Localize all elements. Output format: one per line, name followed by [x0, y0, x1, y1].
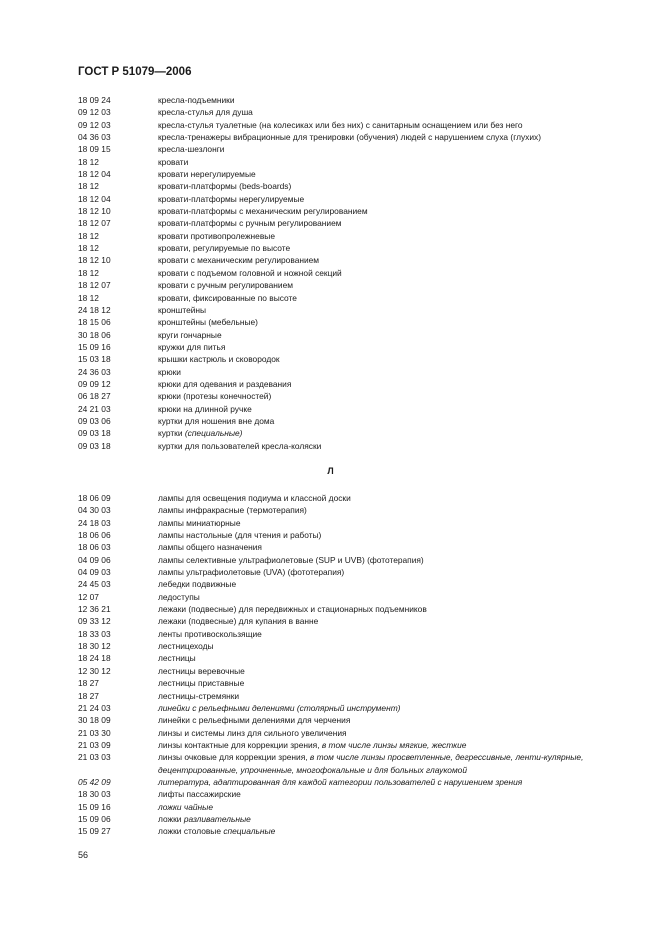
entry-code: 18 33 03	[78, 628, 111, 639]
list-item	[78, 554, 618, 566]
entry-code: 18 06 06	[78, 530, 111, 541]
list-item	[78, 690, 618, 702]
section-letter: Л	[327, 466, 334, 476]
entry-code: 30 18 06	[78, 329, 111, 340]
entry-code: 04 36 03	[78, 132, 111, 143]
entry-text	[158, 529, 618, 541]
entry-code: 18 12 04	[78, 193, 111, 204]
entry-text	[158, 739, 618, 751]
entry-code: 12 30 12	[78, 665, 111, 676]
list-item	[78, 440, 618, 452]
entry-text-regular: ленты противоскользящие	[158, 628, 262, 639]
entry-code: 24 18 03	[78, 517, 111, 528]
entry-text-regular: лежаки (подвесные) для купания в ванне	[158, 616, 319, 627]
list-item	[78, 825, 618, 837]
entry-code: 04 09 03	[78, 567, 111, 578]
entry-text-italic: разливательные	[183, 813, 251, 824]
list-item	[78, 751, 618, 776]
entry-text	[158, 378, 618, 390]
entry-code: 18 12	[78, 181, 99, 192]
entry-list-l	[78, 492, 618, 838]
entry-code: 24 45 03	[78, 579, 111, 590]
entry-text	[158, 254, 618, 266]
entry-text-regular: кровати с механическим регулированием	[158, 255, 320, 266]
entry-text	[158, 156, 618, 168]
entry-code: 15 03 18	[78, 354, 111, 365]
entry-text	[158, 554, 618, 566]
entry-text-regular: кресла-тренажеры вибрационные для тренировки (обучения) людей с нарушением слуха (глухих)	[158, 132, 541, 143]
entry-text	[158, 504, 618, 516]
entry-code: 12 07	[78, 591, 99, 602]
entry-text-italic: линейки с рельефными делениями (столярный инструмент)	[158, 702, 401, 713]
entry-text-regular: кресла-шезлонги	[158, 144, 225, 155]
entry-text-regular: лампы настольные (для чтения и работы)	[158, 530, 322, 541]
list-item	[78, 677, 618, 689]
list-item	[78, 591, 618, 603]
list-item	[78, 517, 618, 529]
entry-code: 18 27	[78, 678, 99, 689]
entry-text	[158, 217, 618, 229]
list-item	[78, 776, 618, 788]
entry-code: 09 09 12	[78, 378, 111, 389]
entry-text	[158, 751, 618, 776]
list-item	[78, 292, 618, 304]
entry-text	[158, 366, 618, 378]
entry-code: 18 12	[78, 230, 99, 241]
list-item	[78, 615, 618, 627]
list-item	[78, 353, 618, 365]
entry-code: 18 12 07	[78, 280, 111, 291]
list-item	[78, 366, 618, 378]
entry-code: 09 03 18	[78, 428, 111, 439]
list-item	[78, 415, 618, 427]
list-item	[78, 94, 618, 106]
entry-text-regular: кровати с подъемом головной и ножной секций	[158, 267, 342, 278]
entry-text-regular: крышки кастрюль и сковородок	[158, 354, 280, 365]
entry-code: 18 12 10	[78, 255, 111, 266]
list-item	[78, 230, 618, 242]
entry-code: 18 09 24	[78, 95, 111, 105]
list-item	[78, 168, 618, 180]
entry-code: 18 24 18	[78, 653, 111, 664]
entry-text	[158, 615, 618, 627]
entry-text	[158, 403, 618, 415]
list-item	[78, 403, 618, 415]
entry-text-regular: крюки на длинной ручке	[158, 403, 252, 414]
entry-text-regular: ложки	[158, 813, 182, 824]
entry-text-regular: лампы общего назначения	[158, 542, 262, 553]
list-item	[78, 566, 618, 578]
entry-text	[158, 813, 618, 825]
entry-text	[158, 591, 618, 603]
entry-text-regular: кронштейны	[158, 304, 207, 315]
entry-text-regular: круги гончарные	[158, 329, 222, 340]
entry-code: 15 09 27	[78, 826, 111, 837]
entry-text	[158, 801, 618, 813]
entry-text	[158, 304, 618, 316]
entry-text	[158, 690, 618, 702]
entry-code: 09 33 12	[78, 616, 111, 627]
entry-text-regular: лежаки (подвесные) для передвижных и стационарных подъемников	[158, 604, 427, 615]
entry-text-regular: кровати противопролежневые	[158, 230, 275, 241]
entry-text	[158, 193, 618, 205]
entry-code: 18 12	[78, 267, 99, 278]
entry-text	[158, 119, 618, 131]
entry-text-regular: куртки	[158, 428, 183, 439]
entry-code: 15 09 16	[78, 341, 111, 352]
entry-code: 18 12 04	[78, 169, 111, 180]
entry-code: 09 12 03	[78, 119, 111, 130]
entry-code: 18 12	[78, 243, 99, 254]
entry-text	[158, 267, 618, 279]
entry-text	[158, 131, 618, 143]
list-item	[78, 193, 618, 205]
list-item	[78, 304, 618, 316]
entry-text-regular: куртки для пользователей кресла-коляски	[158, 440, 322, 451]
entry-text	[158, 440, 618, 452]
entry-text-regular: лестницы	[158, 653, 196, 664]
entry-text	[158, 652, 618, 664]
entry-code: 30 18 09	[78, 715, 111, 726]
entry-text	[158, 517, 618, 529]
entry-code: 09 03 18	[78, 440, 111, 451]
entry-text-italic: (специальные)	[184, 428, 243, 439]
entry-text-regular: кровати с ручным регулированием	[158, 280, 293, 291]
entry-text-italic: литература, адаптированная для каждой категории пользователей с нарушением зрения	[158, 776, 523, 787]
list-item	[78, 131, 618, 143]
entry-text	[158, 788, 618, 800]
entry-code: 04 09 06	[78, 554, 111, 565]
entry-text-regular: кресла-стулья для душа	[158, 107, 253, 118]
entry-text-regular: лампы селективные ультрафиолетовые (SUP и UVB) (фототерапия)	[158, 554, 424, 565]
entry-text	[158, 94, 618, 106]
entry-text	[158, 566, 618, 578]
entry-text	[158, 628, 618, 640]
entry-text	[158, 714, 618, 726]
list-item	[78, 702, 618, 714]
list-item	[78, 242, 618, 254]
entry-code: 18 12	[78, 156, 99, 167]
list-item	[78, 180, 618, 192]
entry-text-regular: линзы очковые для коррекции зрения,	[158, 752, 308, 763]
entry-text-regular: кровати, регулируемые по высоте	[158, 243, 291, 254]
list-item	[78, 640, 618, 652]
entry-code: 18 12 10	[78, 206, 111, 217]
entry-text-regular: лебедки подвижные	[158, 579, 237, 590]
entry-text	[158, 702, 618, 714]
entry-code: 09 03 06	[78, 415, 111, 426]
entry-text-italic: ложки чайные	[158, 801, 213, 812]
entry-text-regular: лестницы-стремянки	[158, 690, 240, 701]
entry-text	[158, 279, 618, 291]
list-item	[78, 316, 618, 328]
entry-text-regular: кронштейны (мебельные)	[158, 317, 258, 328]
entry-list-k	[78, 94, 618, 452]
entry-text-regular: линзы и системы линз для сильного увеличения	[158, 727, 347, 738]
entry-text-regular: лампы миниатюрные	[158, 517, 241, 528]
list-item	[78, 529, 618, 541]
entry-code: 21 03 03	[78, 752, 111, 763]
entry-text-italic: в том числе линзы просветленные, дегрессивные, ленти-кулярные, децентрированные, упрочненные, многофокальные и для больных глаукомой	[158, 752, 584, 775]
entry-text-regular: ложки столовые	[158, 826, 221, 837]
entry-text	[158, 492, 618, 504]
entry-text-italic: в том числе линзы мягкие, жесткие	[321, 739, 467, 750]
entry-text	[158, 415, 618, 427]
list-item	[78, 504, 618, 516]
entry-text	[158, 180, 618, 192]
entry-text-regular: куртки для ношения вне дома	[158, 415, 275, 426]
entry-text-regular: линзы контактные для коррекции зрения,	[158, 739, 320, 750]
list-item	[78, 341, 618, 353]
list-item	[78, 603, 618, 615]
entry-text-regular: кровати-платформы (beds-boards)	[158, 181, 292, 192]
entry-text	[158, 578, 618, 590]
page-number: 56	[78, 850, 89, 860]
list-item	[78, 492, 618, 504]
entry-text-regular: лампы ультрафиолетовые (UVA) (фототерапия)	[158, 567, 345, 578]
entry-text-regular: кровати-платформы с ручным регулированием	[158, 218, 342, 229]
entry-text-regular: кровати, фиксированные по высоте	[158, 292, 297, 303]
entry-text-regular: лестницы веревочные	[158, 665, 245, 676]
entry-text-regular: кровати-платформы нерегулируемые	[158, 193, 305, 204]
list-item	[78, 279, 618, 291]
entry-code: 24 21 03	[78, 403, 111, 414]
list-item	[78, 427, 618, 439]
list-item	[78, 801, 618, 813]
entry-text	[158, 143, 618, 155]
entry-text	[158, 677, 618, 689]
entry-text-regular: кружки для питья	[158, 341, 226, 352]
entry-text	[158, 205, 618, 217]
entry-text-regular: ледоступы	[158, 591, 200, 602]
entry-text-regular: лестницеходы	[158, 641, 214, 652]
entry-text	[158, 353, 618, 365]
entry-text	[158, 230, 618, 242]
entry-text	[158, 106, 618, 118]
entry-code: 18 09 15	[78, 144, 111, 155]
entry-text-regular: кровати нерегулируемые	[158, 169, 256, 180]
list-item	[78, 106, 618, 118]
entry-code: 18 15 06	[78, 317, 111, 328]
entry-code: 21 03 09	[78, 739, 111, 750]
entry-code: 24 18 12	[78, 304, 111, 315]
entry-code: 09 12 03	[78, 107, 111, 118]
entry-text	[158, 727, 618, 739]
entry-text	[158, 390, 618, 402]
list-item	[78, 217, 618, 229]
list-item	[78, 329, 618, 341]
entry-text	[158, 316, 618, 328]
list-item	[78, 714, 618, 726]
entry-text	[158, 242, 618, 254]
entry-code: 15 09 06	[78, 813, 111, 824]
entry-text	[158, 541, 618, 553]
entry-code: 18 06 09	[78, 493, 111, 503]
list-item	[78, 156, 618, 168]
entry-text-regular: лампы инфракрасные (термотерапия)	[158, 505, 307, 516]
entry-code: 12 36 21	[78, 604, 111, 615]
list-item	[78, 727, 618, 739]
list-item	[78, 739, 618, 751]
list-item	[78, 652, 618, 664]
entry-text	[158, 665, 618, 677]
entry-text	[158, 640, 618, 652]
entry-code: 05 42 09	[78, 776, 111, 787]
document-header: ГОСТ Р 51079—2006	[78, 66, 192, 78]
entry-text-regular: кресла-стулья туалетные (на колесиках или без них) с санитарным оснащением или без него	[158, 119, 523, 130]
entry-text-regular: лампы для освещения подиума и классной доски	[158, 493, 351, 503]
entry-text	[158, 603, 618, 615]
entry-text-regular: крюки (протезы конечностей)	[158, 391, 272, 402]
entry-code: 18 30 03	[78, 789, 111, 800]
entry-text	[158, 168, 618, 180]
entry-code: 21 24 03	[78, 702, 111, 713]
entry-code: 21 03 30	[78, 727, 111, 738]
entry-text-regular: лифты пассажирские	[158, 789, 241, 800]
entry-text-regular: крюки	[158, 366, 181, 377]
entry-code: 04 30 03	[78, 505, 111, 516]
entry-code: 18 12 07	[78, 218, 111, 229]
list-item	[78, 390, 618, 402]
entry-text-regular: кресла-подъемники	[158, 95, 235, 105]
entry-text-regular: крюки для одевания и раздевания	[158, 378, 292, 389]
entry-text-italic: специальные	[223, 826, 276, 837]
entry-code: 18 30 12	[78, 641, 111, 652]
entry-text-regular: линейки с рельефными делениями для черчения	[158, 715, 351, 726]
entry-text	[158, 776, 618, 788]
list-item	[78, 254, 618, 266]
list-item	[78, 628, 618, 640]
entry-code: 18 12	[78, 292, 99, 303]
entry-text	[158, 341, 618, 353]
list-item	[78, 378, 618, 390]
entry-text	[158, 292, 618, 304]
entry-code: 18 06 03	[78, 542, 111, 553]
entry-text	[158, 825, 618, 837]
entry-code: 15 09 16	[78, 801, 111, 812]
list-item	[78, 119, 618, 131]
list-item	[78, 813, 618, 825]
entry-text-regular: кровати-платформы с механическим регулированием	[158, 206, 368, 217]
entry-code: 06 18 27	[78, 391, 111, 402]
entry-text	[158, 427, 618, 439]
entry-text-regular: лестницы приставные	[158, 678, 245, 689]
list-item	[78, 788, 618, 800]
list-item	[78, 267, 618, 279]
entry-code: 18 27	[78, 690, 99, 701]
entry-text	[158, 329, 618, 341]
list-item	[78, 578, 618, 590]
list-item	[78, 665, 618, 677]
list-item	[78, 143, 618, 155]
list-item	[78, 541, 618, 553]
entry-code: 24 36 03	[78, 366, 111, 377]
entry-text-regular: кровати	[158, 156, 189, 167]
list-item	[78, 205, 618, 217]
